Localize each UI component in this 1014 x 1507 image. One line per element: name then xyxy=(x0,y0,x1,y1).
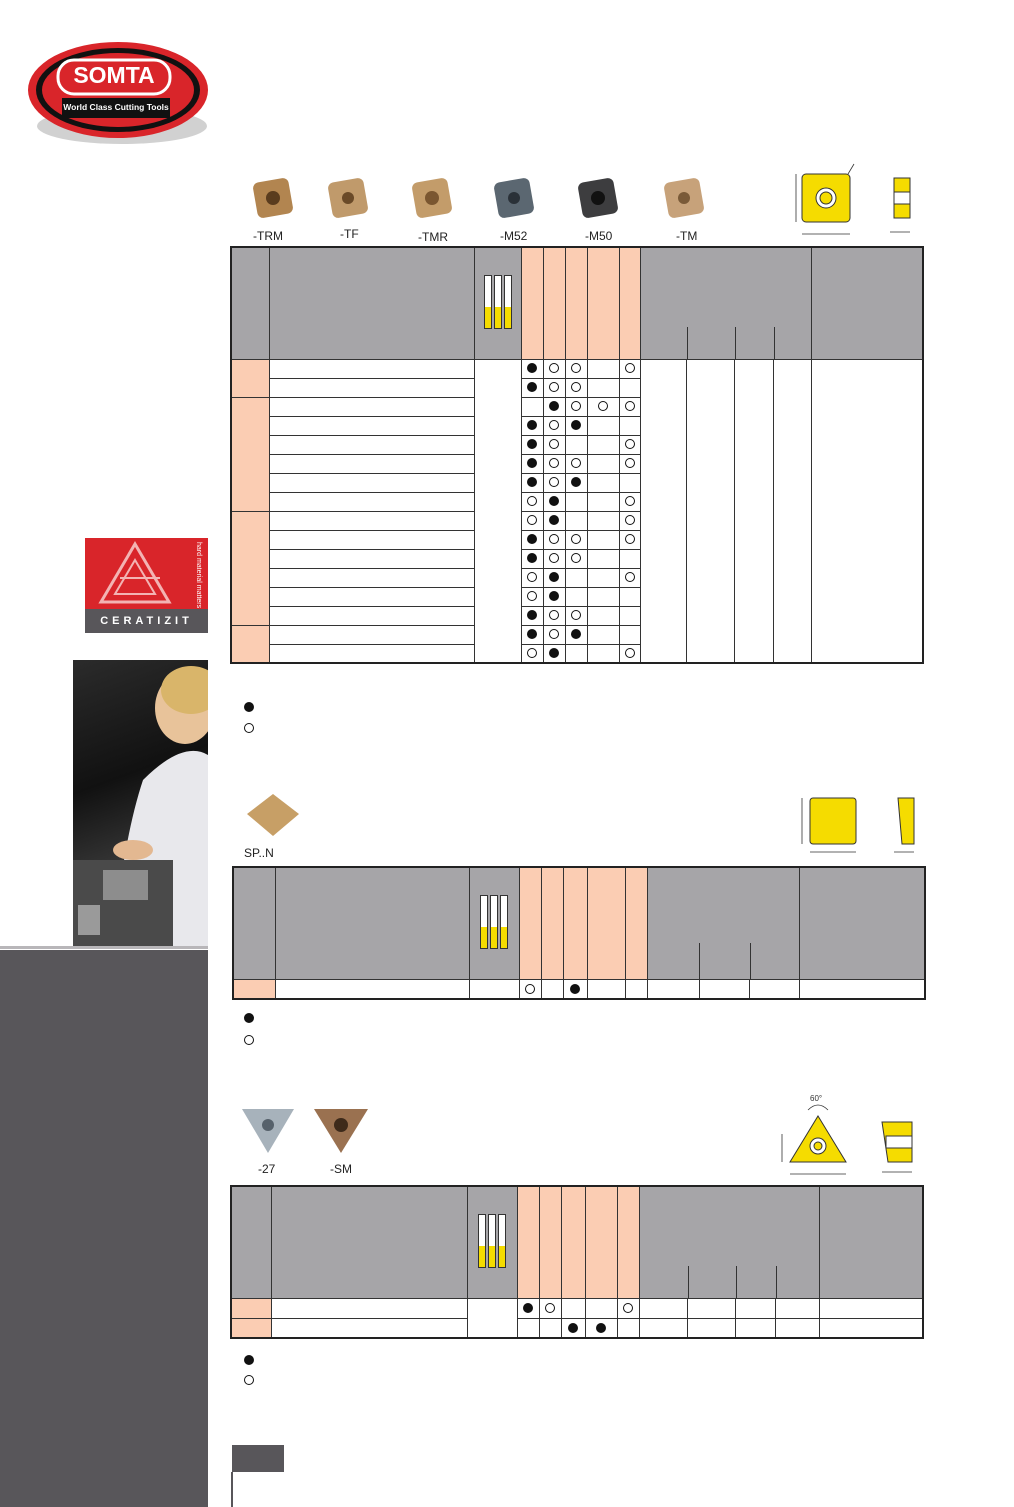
open-dot-icon xyxy=(527,496,537,506)
grade-cell xyxy=(619,587,640,606)
grade-cell xyxy=(521,568,543,587)
grade-cell xyxy=(565,530,587,549)
legend-filled-2 xyxy=(244,1012,254,1024)
open-dot-icon xyxy=(571,382,581,392)
geom-label: -M50 xyxy=(585,229,613,243)
insert-tf-icon xyxy=(320,170,376,226)
designation-cell xyxy=(269,397,474,416)
grade-cell xyxy=(587,454,619,473)
tool-cell xyxy=(474,359,521,663)
designation-cell xyxy=(269,644,474,663)
grade-cell xyxy=(543,473,565,492)
open-dot-icon xyxy=(549,363,559,373)
open-dot-icon xyxy=(625,363,635,373)
grade-cell xyxy=(565,473,587,492)
lab-photo xyxy=(73,660,208,947)
insert-tmr-icon xyxy=(404,170,460,226)
grade-cell xyxy=(565,435,587,454)
insert-spn-icon xyxy=(243,790,303,840)
grade-cell xyxy=(587,511,619,530)
table-row xyxy=(233,979,925,999)
logo-brand: SOMTA xyxy=(73,62,155,88)
grade-cell xyxy=(521,625,543,644)
filled-dot-icon xyxy=(527,382,537,392)
grade-cell xyxy=(563,979,587,999)
angle-label: 60° xyxy=(810,1094,823,1103)
grade-cell xyxy=(543,644,565,663)
dimension-cell xyxy=(773,359,811,663)
filled-dot-icon xyxy=(244,1013,254,1023)
open-dot-icon xyxy=(244,723,254,733)
filled-dot-icon xyxy=(244,1355,254,1365)
grade-cell xyxy=(543,397,565,416)
designation-cell xyxy=(269,549,474,568)
grade-cell xyxy=(543,492,565,511)
grade-cell xyxy=(543,530,565,549)
grade-cell xyxy=(521,606,543,625)
grade-cell xyxy=(565,359,587,378)
open-dot-icon xyxy=(527,572,537,582)
grade-cell xyxy=(565,397,587,416)
grade-cell xyxy=(541,979,563,999)
grade-cell xyxy=(585,1298,617,1318)
open-dot-icon xyxy=(244,1375,254,1385)
designation-cell xyxy=(271,1318,467,1338)
ceratizit-logo xyxy=(85,538,208,633)
section-1-table xyxy=(230,246,924,664)
grade-cell xyxy=(619,549,640,568)
spn-insert-diagram xyxy=(790,786,920,858)
grade-cell xyxy=(587,979,625,999)
filled-dot-icon xyxy=(549,496,559,506)
insert-trm-icon xyxy=(245,170,301,226)
material-group-cell xyxy=(231,1318,271,1338)
designation-cell xyxy=(269,359,474,378)
grade-cell xyxy=(619,416,640,435)
grade-cell xyxy=(543,378,565,397)
dimension-cell xyxy=(734,359,773,663)
open-dot-icon xyxy=(625,458,635,468)
filled-dot-icon xyxy=(549,401,559,411)
open-dot-icon xyxy=(545,1303,555,1313)
grade-cell xyxy=(587,492,619,511)
filled-dot-icon xyxy=(571,420,581,430)
grade-cell xyxy=(619,530,640,549)
grade-cell xyxy=(521,492,543,511)
filled-dot-icon xyxy=(527,610,537,620)
grade-cell xyxy=(587,587,619,606)
grade-cell xyxy=(539,1318,561,1338)
grade-cell xyxy=(619,454,640,473)
grade-cell xyxy=(543,435,565,454)
ceratizit-brand: CERATIZIT xyxy=(85,609,208,633)
page-rule xyxy=(231,1472,233,1507)
grade-cell xyxy=(543,625,565,644)
grade-cell xyxy=(619,511,640,530)
dimension-cell xyxy=(640,359,686,663)
geom-label: -TRM xyxy=(253,229,283,243)
insert-tm-icon xyxy=(656,170,712,226)
geom-label: -TM xyxy=(676,229,698,243)
grade-cell xyxy=(617,1298,639,1318)
grade-cell xyxy=(521,416,543,435)
filled-dot-icon xyxy=(549,591,559,601)
designation-cell xyxy=(269,625,474,644)
grade-cell xyxy=(521,530,543,549)
grade-cell xyxy=(587,530,619,549)
designation-cell xyxy=(269,568,474,587)
open-dot-icon xyxy=(625,439,635,449)
open-dot-icon xyxy=(549,477,559,487)
grade-cell xyxy=(565,606,587,625)
open-dot-icon xyxy=(525,984,535,994)
grade-cell xyxy=(543,606,565,625)
section-2-table xyxy=(232,866,926,1000)
filled-dot-icon xyxy=(570,984,580,994)
open-dot-icon xyxy=(549,629,559,639)
grade-cell xyxy=(565,378,587,397)
legend-open-2 xyxy=(244,1034,254,1046)
grade-cell xyxy=(565,644,587,663)
grade-cell xyxy=(625,979,647,999)
material-group-cell xyxy=(231,397,269,511)
grade-cell xyxy=(619,644,640,663)
open-dot-icon xyxy=(549,382,559,392)
filled-dot-icon xyxy=(527,629,537,639)
grade-cell xyxy=(565,625,587,644)
filled-dot-icon xyxy=(527,477,537,487)
grade-cell xyxy=(521,454,543,473)
grade-cell xyxy=(561,1318,585,1338)
table-row xyxy=(231,1298,923,1318)
table-row xyxy=(231,1318,923,1338)
grade-cell xyxy=(587,359,619,378)
code-cell xyxy=(819,1298,923,1318)
open-dot-icon xyxy=(571,458,581,468)
material-group-cell xyxy=(233,979,275,999)
header-tools xyxy=(474,247,521,359)
page-number-box xyxy=(232,1445,284,1472)
tool-cell xyxy=(467,1298,517,1338)
grade-cell xyxy=(587,435,619,454)
geom-label: -TF xyxy=(340,227,359,241)
open-dot-icon xyxy=(549,458,559,468)
dimension-cell xyxy=(686,359,734,663)
ceratizit-emblem-icon xyxy=(85,538,208,609)
filled-dot-icon xyxy=(549,515,559,525)
grade-cell xyxy=(565,492,587,511)
grade-cell xyxy=(587,568,619,587)
grade-cell xyxy=(543,587,565,606)
open-dot-icon xyxy=(549,439,559,449)
logo-tagline: World Class Cutting Tools xyxy=(63,102,169,112)
filled-dot-icon xyxy=(568,1323,578,1333)
grade-cell xyxy=(539,1298,561,1318)
geom-label: -SM xyxy=(330,1162,352,1176)
grade-cell xyxy=(543,416,565,435)
left-band-divider xyxy=(0,946,208,949)
filled-dot-icon xyxy=(549,648,559,658)
header-dimensions xyxy=(640,247,811,359)
designation-cell xyxy=(269,378,474,397)
insert-m52-icon xyxy=(486,170,542,226)
open-dot-icon xyxy=(549,420,559,430)
grade-cell xyxy=(587,644,619,663)
legend-open-3 xyxy=(244,1374,254,1386)
code-cell xyxy=(819,1318,923,1338)
grade-cell xyxy=(587,416,619,435)
code-cell xyxy=(811,359,923,663)
grade-cell xyxy=(587,473,619,492)
somta-logo xyxy=(22,38,212,148)
geom-label: -27 xyxy=(258,1162,276,1176)
grade-cell xyxy=(517,1298,539,1318)
table-row xyxy=(231,359,923,378)
grade-cell xyxy=(521,549,543,568)
code-cell xyxy=(799,979,925,999)
grade-cell xyxy=(561,1298,585,1318)
grade-cell xyxy=(521,644,543,663)
open-dot-icon xyxy=(571,534,581,544)
designation-cell xyxy=(269,435,474,454)
designation-cell xyxy=(271,1298,467,1318)
left-band xyxy=(0,950,208,1507)
grade-cell xyxy=(565,416,587,435)
grade-cell xyxy=(617,1318,639,1338)
grade-cell xyxy=(543,549,565,568)
grade-cell xyxy=(565,587,587,606)
designation-cell xyxy=(269,416,474,435)
filled-dot-icon xyxy=(527,420,537,430)
designation-cell xyxy=(269,511,474,530)
section-3-table xyxy=(230,1185,924,1339)
open-dot-icon xyxy=(625,515,635,525)
filled-dot-icon xyxy=(571,477,581,487)
ceratizit-tagline: hard material matters xyxy=(195,542,202,609)
grade-cell xyxy=(521,473,543,492)
grade-cell xyxy=(619,359,640,378)
grade-cell xyxy=(521,511,543,530)
open-dot-icon xyxy=(625,572,635,582)
designation-cell xyxy=(269,473,474,492)
geom-label: -TMR xyxy=(418,230,448,244)
grade-cell xyxy=(543,511,565,530)
filled-dot-icon xyxy=(571,629,581,639)
open-dot-icon xyxy=(623,1303,633,1313)
legend-open-1 xyxy=(244,722,254,734)
grade-cell xyxy=(619,378,640,397)
grade-cell xyxy=(587,549,619,568)
grade-cell xyxy=(565,549,587,568)
material-group-cell xyxy=(231,511,269,625)
open-dot-icon xyxy=(549,534,559,544)
geom-label: -M52 xyxy=(500,229,528,243)
designation-cell xyxy=(269,492,474,511)
grade-cell xyxy=(587,606,619,625)
designation-cell xyxy=(269,454,474,473)
filled-dot-icon xyxy=(527,363,537,373)
header-code xyxy=(811,247,923,359)
grade-cell xyxy=(521,378,543,397)
open-dot-icon xyxy=(625,534,635,544)
open-dot-icon xyxy=(625,648,635,658)
grade-cell xyxy=(619,606,640,625)
open-dot-icon xyxy=(571,363,581,373)
legend-filled-1 xyxy=(244,701,254,713)
grade-cell xyxy=(565,568,587,587)
triangle-insert-diagram xyxy=(770,1090,920,1180)
material-group-cell xyxy=(231,359,269,397)
designation-cell xyxy=(269,606,474,625)
filled-dot-icon xyxy=(527,553,537,563)
open-dot-icon xyxy=(571,610,581,620)
grade-cell xyxy=(619,435,640,454)
filled-dot-icon xyxy=(527,458,537,468)
grade-cell xyxy=(619,397,640,416)
header-designation xyxy=(269,247,474,359)
filled-dot-icon xyxy=(596,1323,606,1333)
grade-cell xyxy=(543,359,565,378)
grade-cell xyxy=(565,511,587,530)
tool-cell xyxy=(469,979,519,999)
grade-cell xyxy=(521,587,543,606)
filled-dot-icon xyxy=(527,534,537,544)
filled-dot-icon xyxy=(244,702,254,712)
filled-dot-icon xyxy=(523,1303,533,1313)
designation-cell xyxy=(269,530,474,549)
open-dot-icon xyxy=(625,496,635,506)
grade-cell xyxy=(619,568,640,587)
filled-dot-icon xyxy=(549,572,559,582)
open-dot-icon xyxy=(625,401,635,411)
open-dot-icon xyxy=(549,553,559,563)
grade-cell xyxy=(565,454,587,473)
grade-cell xyxy=(619,473,640,492)
grade-cell xyxy=(619,492,640,511)
grade-cell xyxy=(543,454,565,473)
grade-cell xyxy=(521,359,543,378)
geom-label: SP..N xyxy=(244,846,274,860)
open-dot-icon xyxy=(549,610,559,620)
open-dot-icon xyxy=(244,1035,254,1045)
open-dot-icon xyxy=(571,553,581,563)
open-dot-icon xyxy=(571,401,581,411)
insert-m50-icon xyxy=(570,170,626,226)
grade-cell xyxy=(521,435,543,454)
insert-27-icon xyxy=(238,1103,298,1158)
grade-cell xyxy=(519,979,541,999)
grade-cell xyxy=(587,397,619,416)
open-dot-icon xyxy=(527,591,537,601)
grade-cell xyxy=(587,625,619,644)
designation-cell xyxy=(269,587,474,606)
grade-cell xyxy=(517,1318,539,1338)
grade-cell xyxy=(521,397,543,416)
grade-cell xyxy=(585,1318,617,1338)
grade-cell xyxy=(543,568,565,587)
material-group-cell xyxy=(231,625,269,663)
grade-cell xyxy=(619,625,640,644)
designation-cell xyxy=(275,979,469,999)
filled-dot-icon xyxy=(527,439,537,449)
square-insert-diagram xyxy=(780,158,920,240)
open-dot-icon xyxy=(527,515,537,525)
legend-filled-3 xyxy=(244,1354,254,1366)
material-group-cell xyxy=(231,1298,271,1318)
open-dot-icon xyxy=(598,401,608,411)
grade-cell xyxy=(587,378,619,397)
header-material xyxy=(231,247,269,359)
open-dot-icon xyxy=(527,648,537,658)
insert-sm-icon xyxy=(310,1103,372,1158)
